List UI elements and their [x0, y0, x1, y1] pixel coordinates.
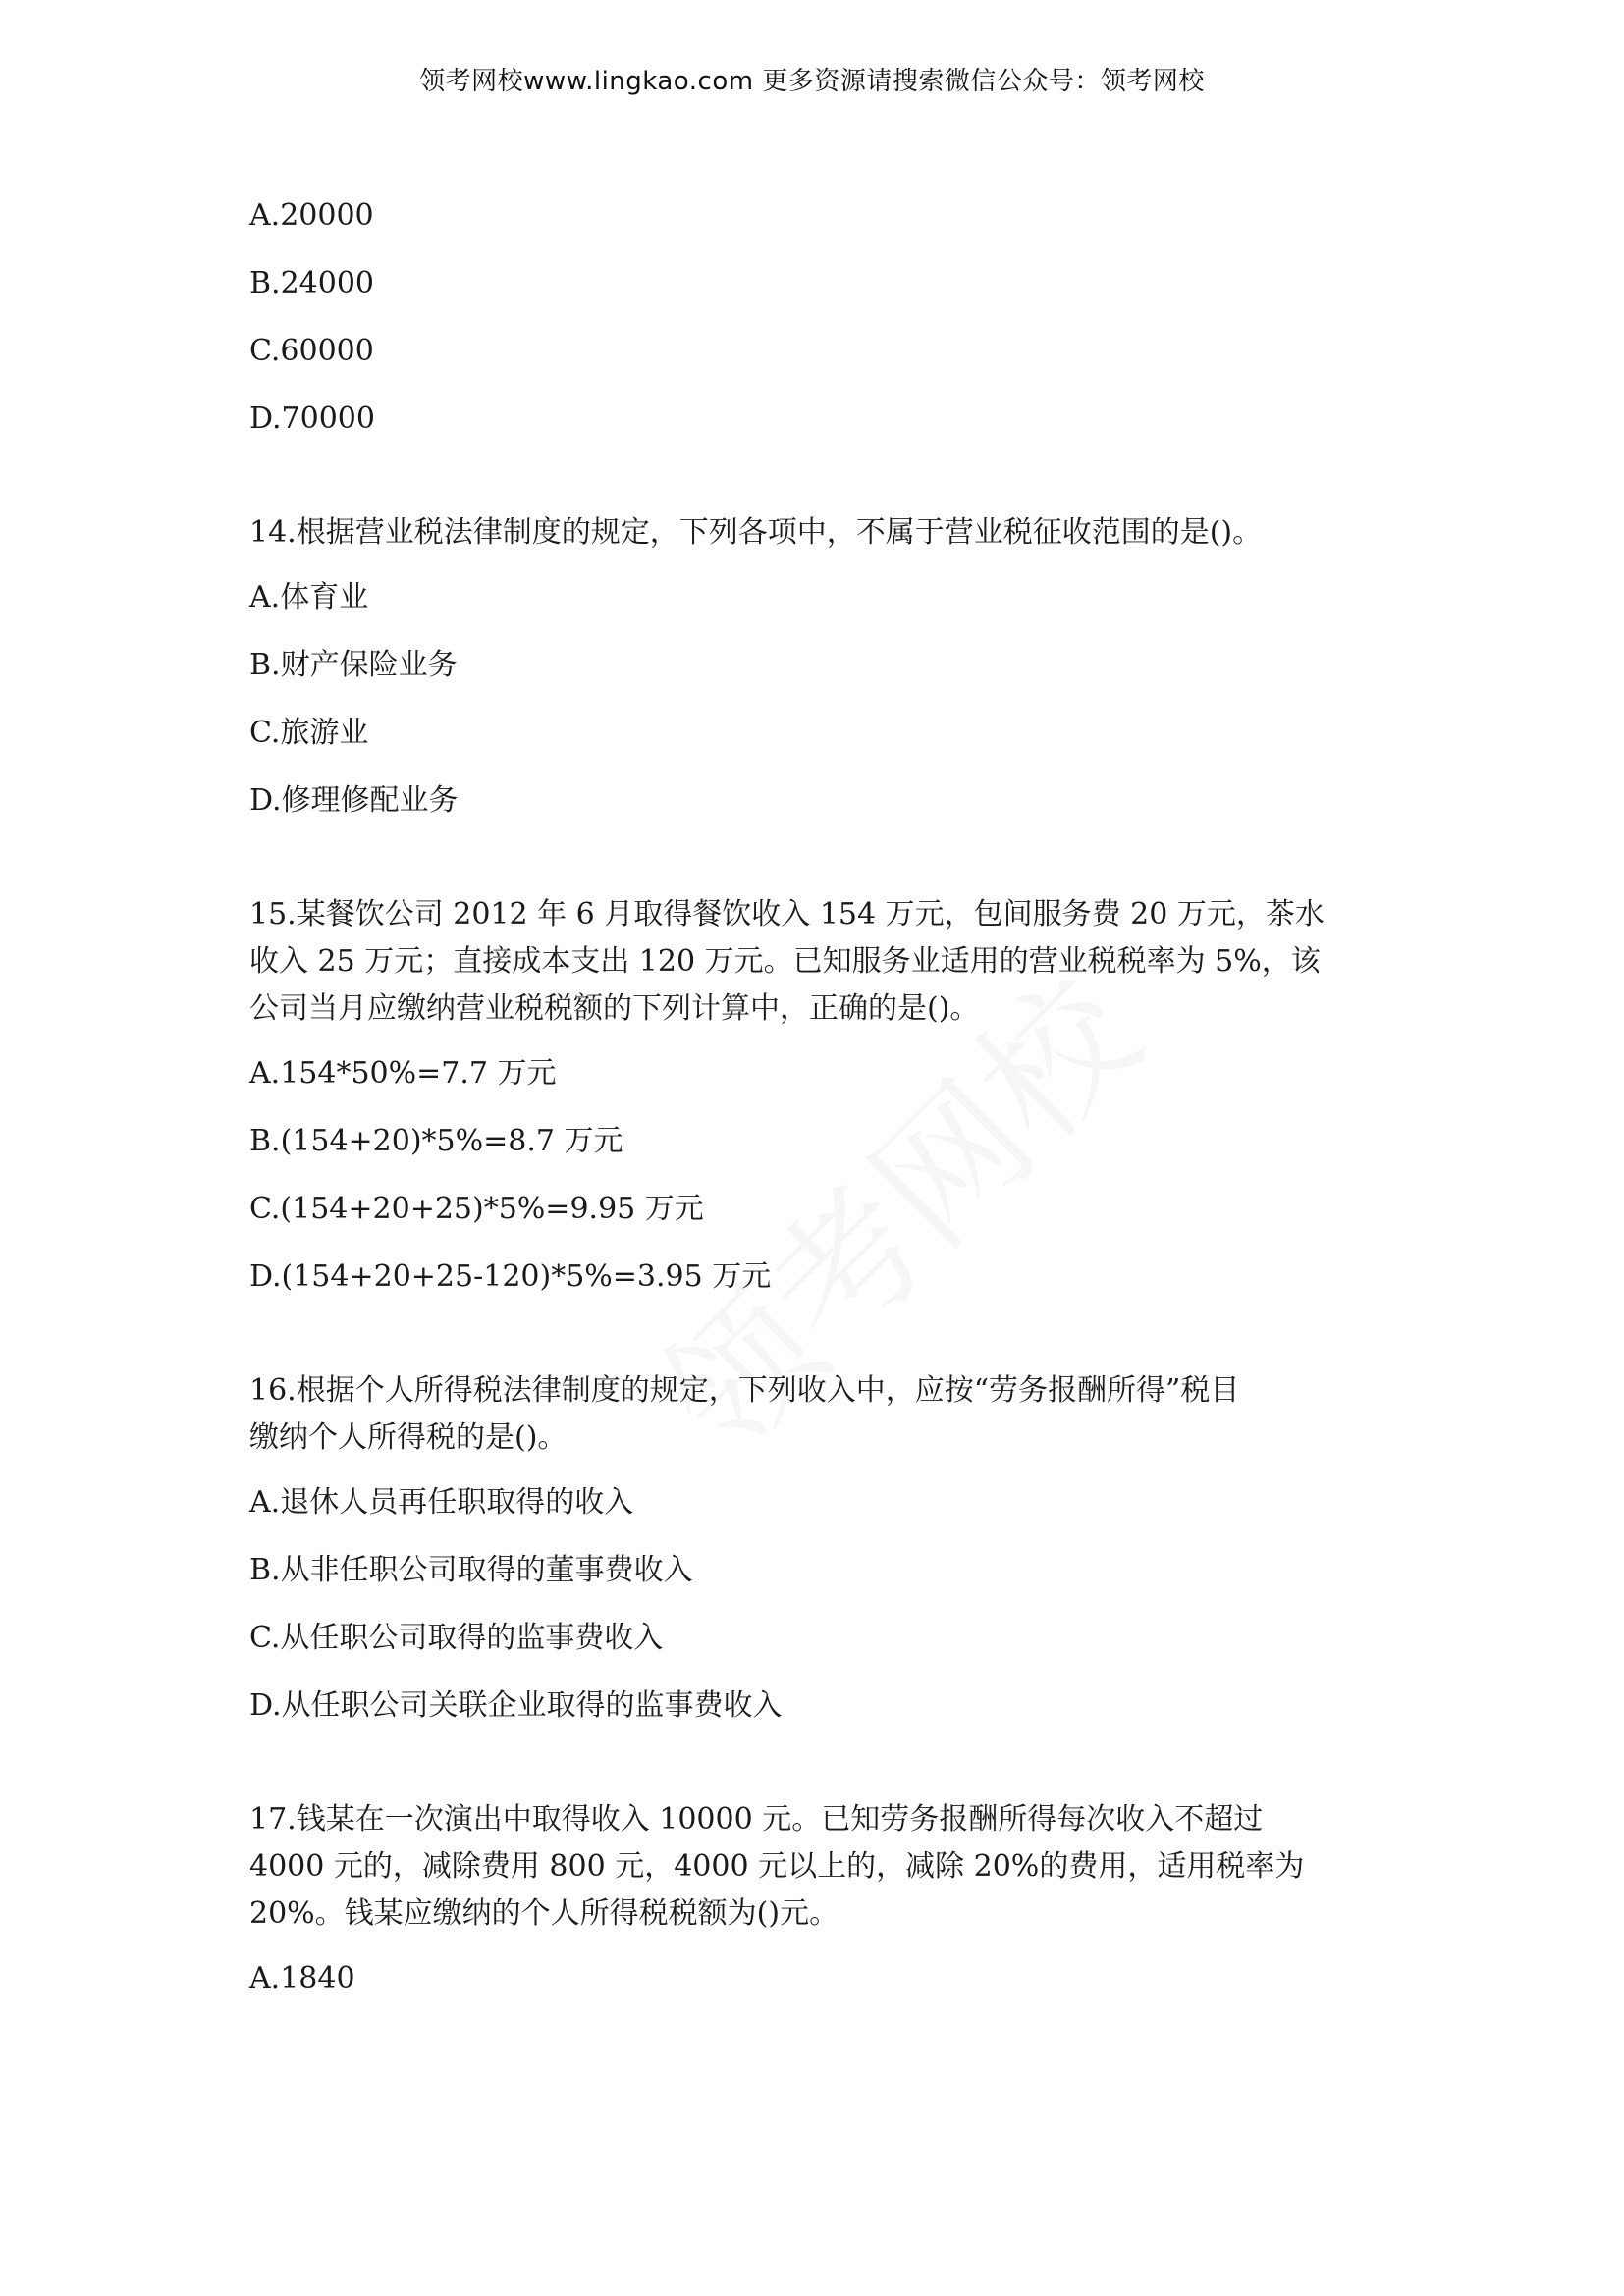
question-line: 收入 25 万元；直接成本支出 120 万元。已知服务业适用的营业税税率为 5%，该: [249, 944, 1321, 979]
question-line: 20%。钱某应缴纳的个人所得税税额为()元。: [249, 1896, 839, 1931]
option-d: D.从任职公司关联企业取得的监事费收入: [249, 1688, 783, 1723]
option-d: D.修理修配业务: [249, 783, 459, 818]
question-17-options: [249, 1959, 1388, 1999]
question-line: 4000 元的，减除费用 800 元，4000 元以上的，减除 20%的费用，适用税率为: [249, 1849, 1305, 1884]
question-line: 14.根据营业税法律制度的规定，下列各项中，不属于营业税征收范围的是()。: [249, 515, 1263, 550]
option-c: C.60000: [249, 334, 374, 368]
question-14-text: [249, 509, 1388, 557]
option-a: A.20000: [249, 198, 374, 233]
option-b: B.24000: [249, 266, 375, 300]
option-c: C.(154+20+25)*5%=9.95 万元: [249, 1192, 704, 1226]
question-line: 17.钱某在一次演出中取得收入 10000 元。已知劳务报酬所得每次收入不超过: [249, 1802, 1264, 1837]
page-header: 领考网校www.lingkao.com 更多资源请搜索微信公众号：领考网校: [419, 67, 1205, 96]
question-15-text: [249, 891, 1388, 1033]
document-body: [249, 196, 1388, 2027]
option-a: A.154*50%=7.7 万元: [249, 1056, 557, 1091]
option-d: D.70000: [249, 401, 375, 436]
option-a: A.1840: [249, 1961, 355, 1996]
option-c: C.从任职公司取得的监事费收入: [249, 1621, 664, 1655]
question-15-options: [249, 1054, 1388, 1297]
option-d: D.(154+20+25-120)*5%=3.95 万元: [249, 1259, 772, 1294]
question-17-text: [249, 1796, 1388, 1938]
question-13-options: [249, 196, 1388, 439]
question-line: 15.某餐饮公司 2012 年 6 月取得餐饮收入 154 万元，包间服务费 20 万元，茶水: [249, 897, 1325, 932]
option-b: B.从非任职公司取得的董事费收入: [249, 1553, 693, 1587]
question-16-options: [249, 1483, 1388, 1726]
option-b: B.(154+20)*5%=8.7 万元: [249, 1124, 623, 1158]
question-16-text: [249, 1367, 1388, 1462]
option-a: A.体育业: [249, 580, 369, 614]
question-line: 16.根据个人所得税法律制度的规定，下列收入中，应按“劳务报酬所得”税目: [249, 1373, 1240, 1408]
question-14-options: [249, 578, 1388, 821]
question-line: 公司当月应缴纳营业税税额的下列计算中，正确的是()。: [249, 991, 980, 1026]
option-c: C.旅游业: [249, 716, 369, 750]
question-line: 缴纳个人所得税的是()。: [249, 1420, 568, 1455]
option-b: B.财产保险业务: [249, 648, 458, 682]
option-a: A.退休人员再任职取得的收入: [249, 1485, 634, 1520]
